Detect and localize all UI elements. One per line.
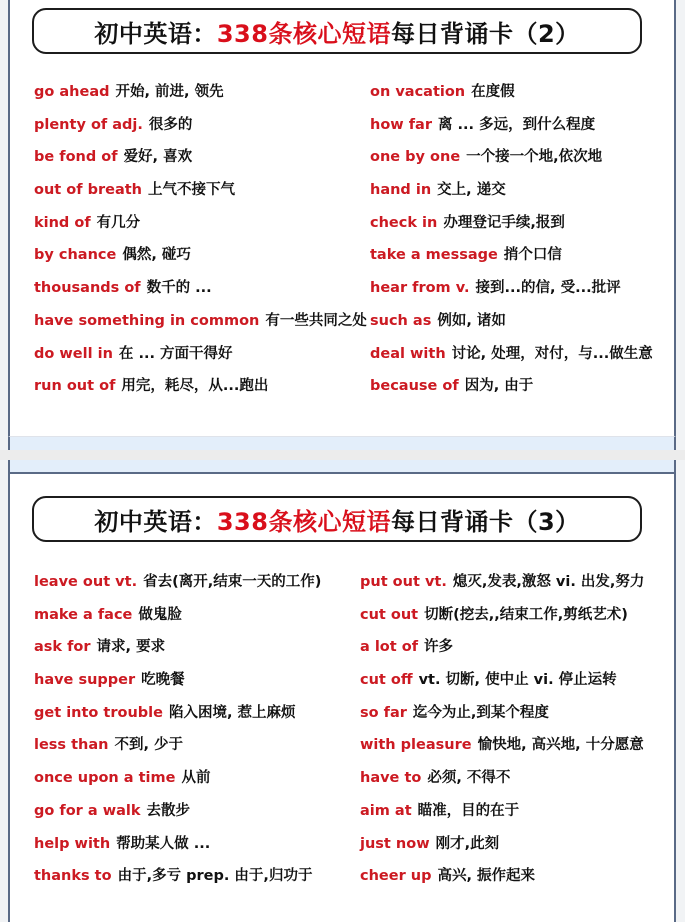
card-separator [0, 450, 685, 460]
phrase-entry [360, 860, 670, 893]
phrase-chinese: 许多 [424, 639, 454, 656]
phrase-english: just now [360, 835, 430, 852]
title-highlight: 338条核心短语 [216, 19, 391, 48]
phrase-entry [34, 828, 356, 861]
phrase-english: a lot of [360, 639, 419, 656]
phrase-entry [34, 599, 356, 632]
title-suffix: 每日背诵卡（2） [390, 19, 580, 48]
phrase-chinese: 上气不接下气 [148, 182, 235, 199]
phrase-entry [370, 272, 670, 305]
phrase-chinese: 请求, 要求 [96, 639, 166, 656]
phrase-english: one by one [370, 149, 461, 166]
phrase-english: have supper [34, 672, 136, 689]
phrase-english: how far [370, 116, 432, 133]
phrase-chinese: 愉快地, 高兴地, 十分愿意 [477, 737, 644, 754]
phrase-chinese: 数千的 ... [146, 280, 212, 297]
phrase-english: deal with [370, 345, 446, 362]
phrase-entry [34, 338, 364, 371]
phrase-english: take a message [370, 247, 498, 264]
phrase-english: ask for [34, 639, 91, 656]
phrase-entry [360, 795, 670, 828]
phrase-english: plenty of adj. [34, 116, 143, 133]
phrase-english: aim at [360, 802, 412, 819]
title-prefix: 初中英语： [94, 507, 217, 536]
phrase-entry [34, 860, 356, 893]
phrase-english: such as [370, 312, 432, 329]
phrase-english: make a face [34, 606, 133, 623]
phrase-entry [370, 174, 670, 207]
phrase-entry [360, 762, 670, 795]
phrase-chinese: 接到...的信, 受...批评 [475, 280, 621, 297]
phrase-english: less than [34, 737, 109, 754]
phrase-chinese: 有一些共同之处 [265, 312, 367, 329]
phrase-english: hand in [370, 182, 432, 199]
phrase-entry [370, 239, 670, 272]
phrase-entry [34, 664, 356, 697]
phrase-english: be fond of [34, 149, 118, 166]
phrase-entry [360, 697, 670, 730]
phrase-entry [34, 272, 364, 305]
phrase-english: have to [360, 770, 422, 787]
phrase-entry [34, 697, 356, 730]
phrase-chinese: 有几分 [96, 214, 141, 231]
phrase-chinese: 高兴, 振作起来 [437, 868, 536, 885]
phrase-chinese: 捎个口信 [503, 247, 562, 264]
phrase-english: run out of [34, 378, 116, 395]
title-suffix: 每日背诵卡（3） [390, 507, 580, 536]
phrase-entry [370, 141, 670, 174]
right-column [360, 566, 670, 893]
phrase-chinese: 从前 [181, 770, 211, 787]
phrase-card-3 [8, 472, 676, 922]
card-title [32, 8, 642, 54]
phrase-english: go ahead [34, 84, 110, 100]
phrase-entry [360, 729, 670, 762]
phrase-chinese: 做鬼脸 [138, 606, 182, 623]
phrase-chinese: 由于,多亏 prep. 由于,归功于 [117, 868, 313, 885]
phrase-english: thousands of [34, 280, 141, 297]
phrase-chinese: 不到, 少于 [114, 737, 184, 754]
title-prefix: 初中英语： [94, 19, 217, 48]
phrase-english: have something in common [34, 312, 260, 329]
phrase-english: on vacation [370, 84, 466, 100]
phrase-english: put out vt. [360, 574, 447, 590]
phrase-entry [360, 566, 670, 599]
phrase-chinese: 离 ... 多远，到什么程度 [437, 116, 596, 133]
phrase-english: check in [370, 214, 438, 231]
phrase-entry [360, 631, 670, 664]
phrase-chinese: 吃晚餐 [141, 672, 185, 689]
phrase-entry [360, 664, 670, 697]
phrase-entry [370, 338, 670, 371]
phrase-entry [34, 239, 364, 272]
phrase-entry [370, 76, 670, 109]
phrase-entry [34, 305, 367, 338]
phrase-english: cheer up [360, 868, 432, 885]
phrase-chinese: 一个接一个地,依次地 [466, 149, 603, 166]
phrase-english: get into trouble [34, 704, 163, 721]
phrase-chinese: 很多的 [148, 116, 193, 133]
phrase-chinese: 用完，耗尽，从...跑出 [121, 378, 269, 395]
phrase-english: go for a walk [34, 802, 141, 819]
phrase-chinese: 讨论, 处理，对付，与...做生意 [451, 345, 653, 362]
title-highlight: 338条核心短语 [216, 507, 391, 536]
phrase-entry [370, 109, 670, 142]
phrase-chinese: 例如, 诸如 [437, 312, 506, 329]
card-footer-strip [8, 436, 676, 450]
phrase-english: thanks to [34, 868, 112, 885]
phrase-chinese: 必须, 不得不 [427, 770, 511, 787]
phrase-entry [34, 141, 364, 174]
phrase-chinese: vt. 切断, 使中止 vi. 停止运转 [418, 672, 617, 689]
phrase-entry [34, 795, 356, 828]
right-column [370, 76, 670, 403]
phrase-entry [370, 305, 670, 338]
phrase-entry [34, 174, 364, 207]
phrase-chinese: 迄今为止,到某个程度 [412, 704, 549, 721]
phrase-entry [370, 207, 670, 240]
phrase-entry [34, 631, 356, 664]
phrase-entry [34, 729, 356, 762]
phrase-english: kind of [34, 214, 91, 231]
phrase-entry [34, 76, 364, 109]
phrase-chinese: 办理登记手续,报到 [443, 214, 565, 231]
phrase-card-2 [8, 0, 676, 436]
card-title [32, 496, 642, 542]
phrase-english: do well in [34, 345, 113, 362]
phrase-entry [370, 370, 670, 403]
phrase-entry [34, 109, 364, 142]
phrase-entry [360, 599, 670, 632]
left-column [34, 76, 367, 403]
phrase-chinese: 去散步 [146, 802, 190, 819]
left-column [34, 566, 356, 893]
phrase-english: out of breath [34, 182, 142, 199]
phrase-english: once upon a time [34, 770, 176, 787]
phrase-chinese: 偶然, 碰巧 [122, 247, 191, 264]
phrase-chinese: 在 ... 方面干得好 [118, 345, 233, 362]
phrase-english: cut off [360, 672, 413, 689]
phrase-entry [34, 370, 364, 403]
phrase-english: leave out vt. [34, 574, 138, 590]
phrase-chinese: 因为, 由于 [464, 378, 534, 395]
phrase-chinese: 切断(挖去,,结束工作,剪纸艺术) [424, 606, 628, 623]
phrase-chinese: 瞄准，目的在于 [417, 802, 520, 819]
phrase-chinese: 在度假 [471, 84, 515, 100]
phrase-chinese: 陷入困境, 惹上麻烦 [168, 704, 296, 721]
phrase-english: help with [34, 835, 111, 852]
phrase-chinese: 熄灭,发表,激怒 vi. 出发,努力 [452, 574, 645, 590]
phrase-chinese: 开始, 前进, 领先 [115, 84, 224, 100]
phrase-chinese: 交上, 递交 [437, 182, 506, 199]
phrase-english: so far [360, 704, 407, 721]
phrase-english: cut out [360, 606, 419, 623]
phrase-entry [34, 566, 356, 599]
phrase-english: because of [370, 378, 459, 395]
phrase-chinese: 爱好, 喜欢 [123, 149, 193, 166]
phrase-english: hear from v. [370, 280, 470, 297]
phrase-chinese: 刚才,此刻 [435, 835, 500, 852]
phrase-entry [34, 207, 364, 240]
phrase-english: with pleasure [360, 737, 472, 754]
phrase-english: by chance [34, 247, 117, 264]
card-header-strip [8, 460, 676, 472]
phrase-chinese: 省去(离开,结束一天的工作) [143, 574, 322, 590]
phrase-entry [360, 828, 670, 861]
phrase-entry [34, 762, 356, 795]
phrase-chinese: 帮助某人做 ... [116, 835, 211, 852]
